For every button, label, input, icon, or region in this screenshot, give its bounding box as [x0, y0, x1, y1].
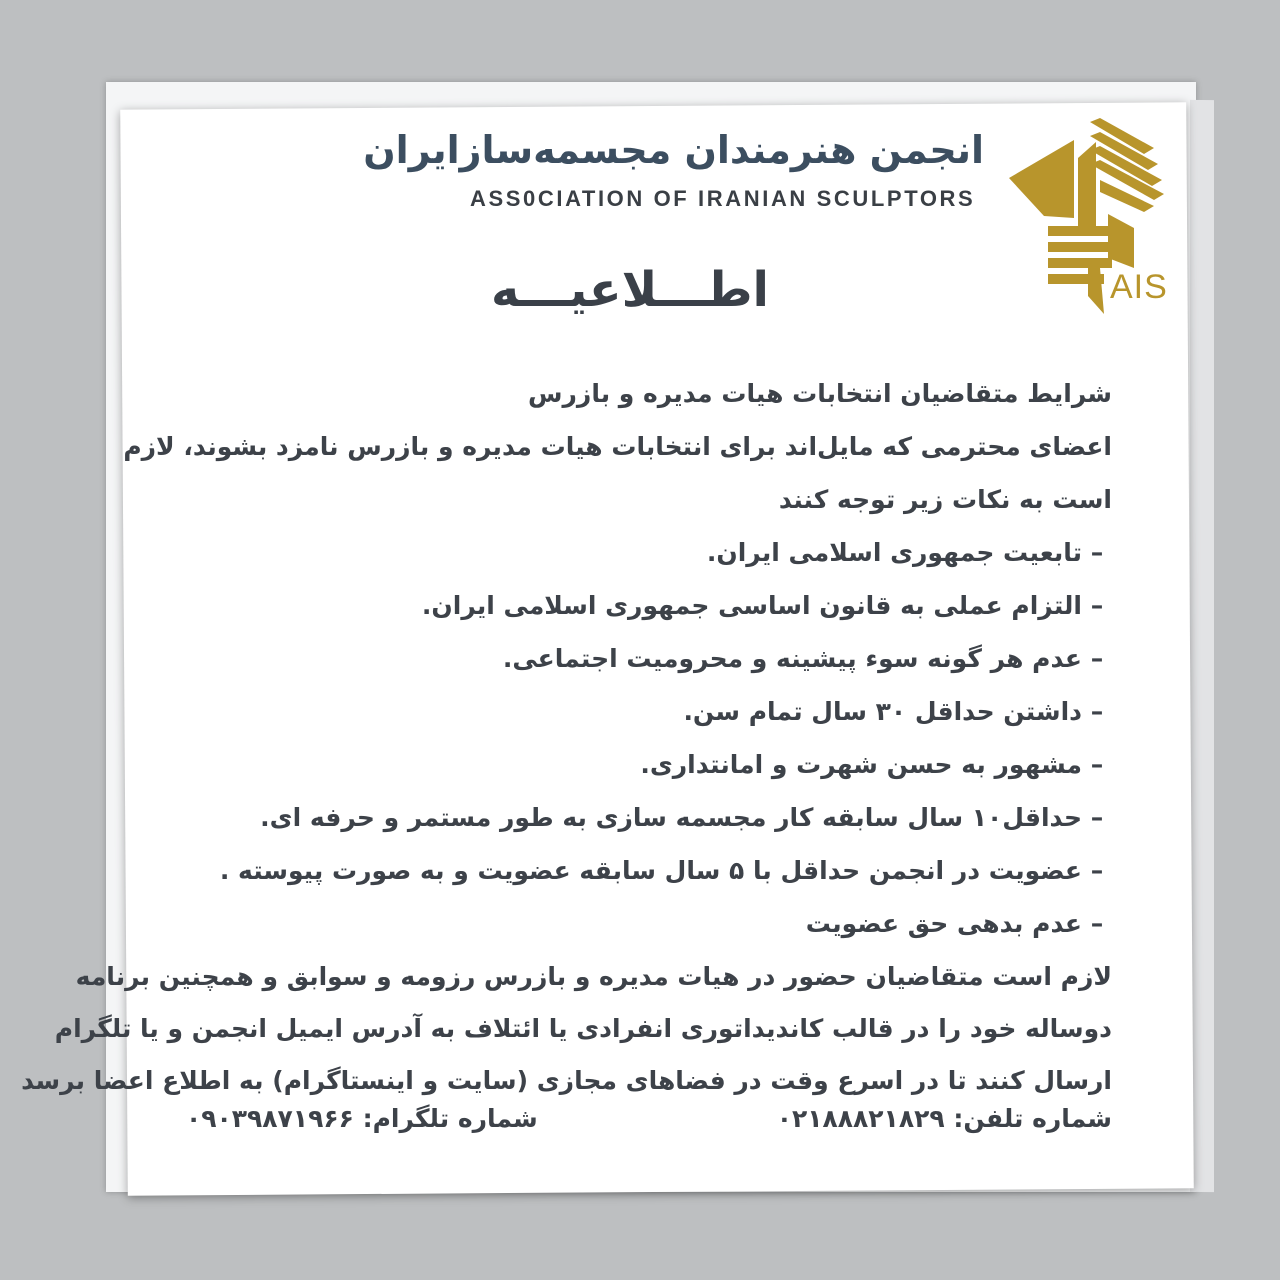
logo-diamond [1078, 142, 1096, 236]
list-item-text: التزام عملی به قانون اساسی جمهوری اسلامی ایران. [421, 591, 1082, 620]
phone-label: شماره تلفن: [953, 1104, 1112, 1133]
list-item-text: داشتن حداقل ۳۰ سال تمام سن. [683, 697, 1082, 726]
bullet-dash: – [1090, 750, 1104, 779]
bullet-dash: – [1090, 856, 1104, 885]
bullet-dash: – [1090, 538, 1104, 567]
notice-title: اطـــلاعیـــه [490, 262, 770, 318]
bullet-dash: – [1090, 803, 1104, 832]
telegram-label: شماره تلگرام: [362, 1104, 538, 1133]
logo-wing-left [1009, 140, 1074, 218]
org-name-persian: انجمن هنرمندان مجسمه‌سازایران [363, 128, 984, 172]
logo-stripe-7 [1048, 242, 1112, 252]
list-item [182, 794, 1112, 847]
logo-abbreviation: AIS [1110, 268, 1168, 306]
closing-line-1: لازم است متقاضیان حضور در هیات مدیره و بازرس رزومه و سوابق و همچنین برنامه [75, 962, 1112, 991]
bullet-dash: – [1090, 591, 1104, 620]
list-item [182, 847, 1112, 900]
list-item-text: تابعیت جمهوری اسلامی ایران. [706, 538, 1082, 567]
contact-row [186, 1104, 1112, 1154]
list-item [182, 688, 1112, 741]
list-item [182, 635, 1112, 688]
logo-stripe-8 [1048, 258, 1112, 268]
list-item [182, 741, 1112, 794]
contact-phone [777, 1104, 1112, 1133]
phone-number[interactable]: ۰۲۱۸۸۸۲۱۸۲۹ [776, 1104, 945, 1133]
org-name-english: ASS0CIATION OF IRANIAN SCULPTORS [470, 186, 976, 211]
list-item-text: عدم هر گونه سوء پیشینه و محرومیت اجتماعی. [502, 644, 1082, 673]
closing-line-3: ارسال کنند تا در اسرع وقت در فضاهای مجازی (سایت و اینستاگرام) به اطلاع اعضا برسد [21, 1066, 1112, 1095]
telegram-number[interactable]: ۰۹۰۳۹۸۷۱۹۶۶ [186, 1104, 354, 1133]
conditions-heading: شرایط متقاضیان انتخابات هیات مدیره و بازرس [528, 379, 1112, 408]
list-item [182, 900, 1112, 953]
contact-telegram [186, 1104, 538, 1133]
closing-line-2: دوساله خود را در قالب کاندیداتوری انفرادی یا ائتلاف به آدرس ایمیل انجمن و یا تلگرام [54, 1014, 1112, 1043]
intro-line-1: اعضای محترمی که مایل‌اند برای انتخابات هیات مدیره و بازرس نامزد بشوند، لازم [123, 432, 1112, 461]
list-item-text: حداقل۱۰ سال سابقه کار مجسمه سازی به طور مستمر و حرفه ای. [260, 803, 1082, 832]
paper-edge [1190, 100, 1214, 1192]
list-item-text: عضویت در انجمن حداقل با ۵ سال سابقه عضویت و به صورت پیوسته . [219, 856, 1082, 885]
bullet-dash: – [1090, 909, 1104, 938]
intro-line-2: است به نکات زیر توجه کنند [778, 485, 1112, 514]
list-item-text: عدم بدهی حق عضویت [805, 909, 1082, 938]
bullet-dash: – [1090, 697, 1104, 726]
notice-body [21, 370, 1112, 1109]
list-item [182, 529, 1112, 582]
bullet-dash: – [1090, 644, 1104, 673]
list-item [182, 582, 1112, 635]
list-item-text: مشهور به حسن شهرت و امانتداری. [640, 750, 1082, 779]
logo-stripe-6 [1048, 226, 1112, 236]
